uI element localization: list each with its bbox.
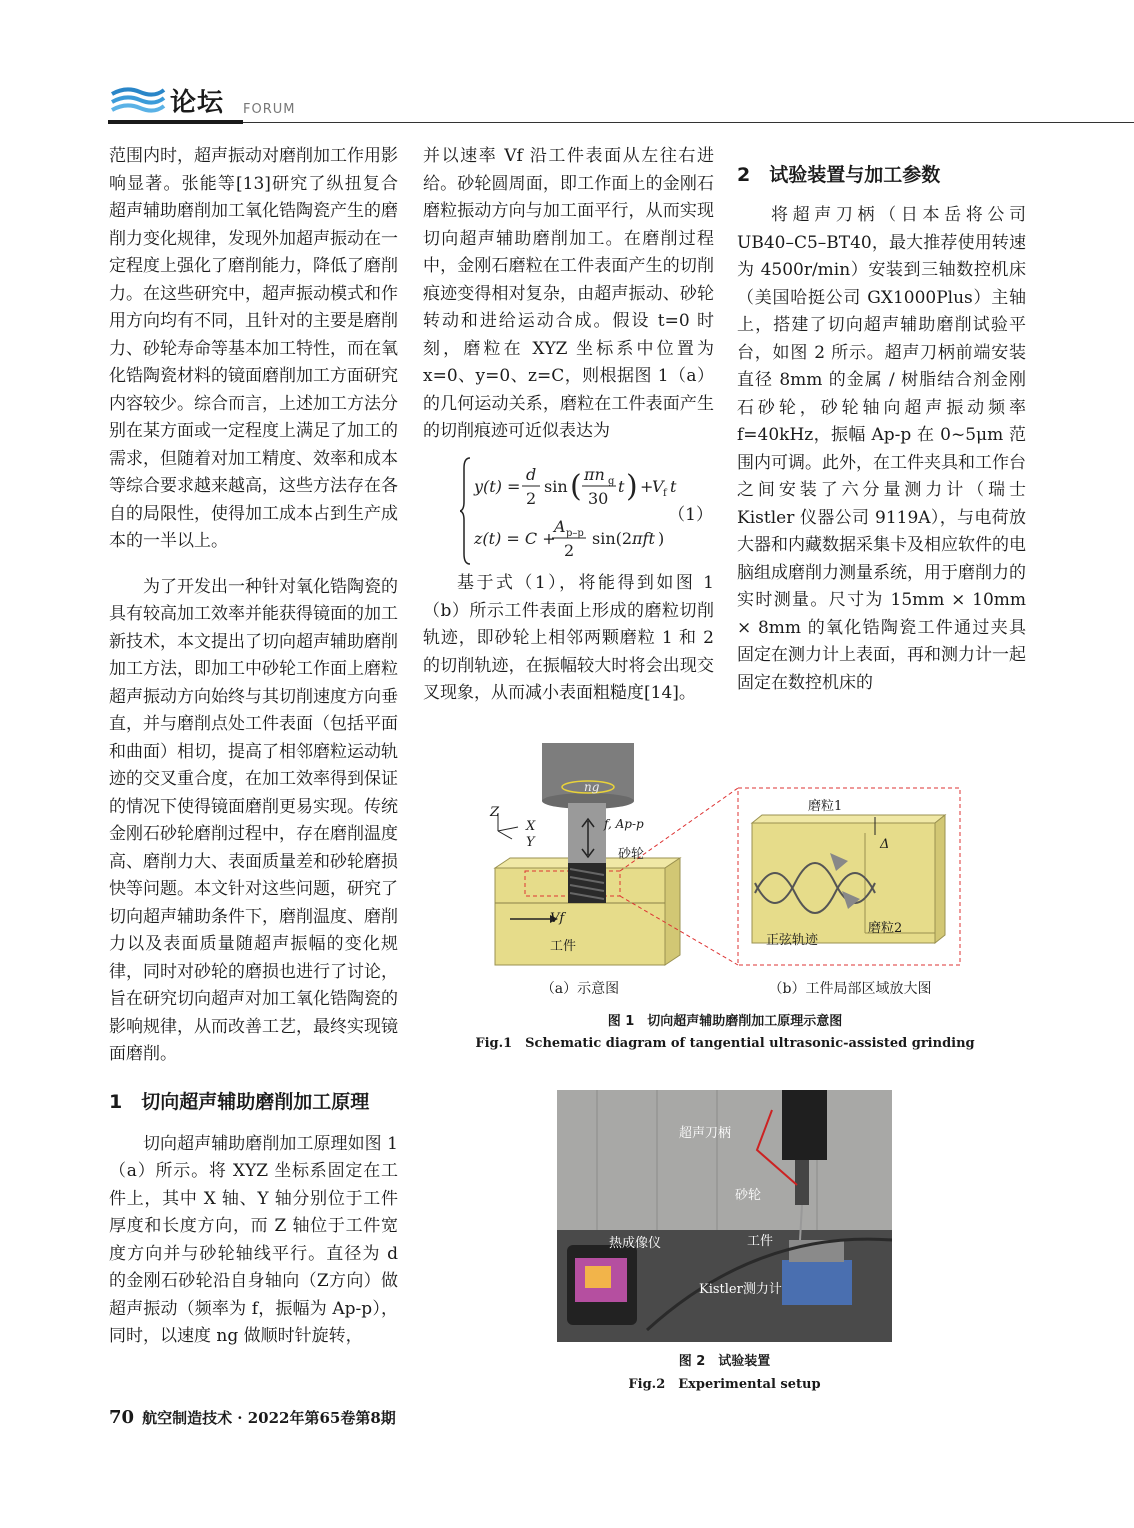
equation-formula (460, 452, 690, 570)
label-ultrasonic-holder: 超声刀柄 (679, 1126, 732, 1141)
label-feed-rate: Vf (550, 911, 565, 926)
header-rule (108, 120, 243, 124)
journal-wave-logo-icon (110, 84, 166, 116)
label-kistler-dynamometer: Kistler测力计 (699, 1282, 782, 1297)
paragraph: 为了开发出一种针对氧化锆陶瓷的具有较高加工效率并能获得镜面的加工新技术，本文提出了切向超声辅助磨削加工方法，即加工中砂轮工作面上磨粒超声振动方向始终与其切削速度方向垂直，并与磨削点处工件表面（包括平面和曲面）相切，提高了相邻磨粒运动轨迹的交叉重合度，在加工效率得到保证的情况下使得镜面磨削更易实现。传统金刚石砂轮磨削过程中，存在磨削温度高、磨削力大、表面质量差和砂轮磨损快等问题。本文针对这些问题，研究了切向超声辅助条件下，磨削温度、磨削力以及表面质量随超声振幅的变化规律，同时对砂轮的磨损也进行了讨论，旨在研究切向超声对加工氧化锆陶瓷的影响规律，从而改善工艺，最终实现镜面磨削。 (109, 576, 398, 1064)
figure-2-caption-en: Fig.2 Experimental setup (628, 1377, 821, 1392)
svg-text:sin: sin (544, 477, 568, 496)
label-grain-2: 磨粒2 (868, 921, 903, 936)
axis-label-z: Z (490, 805, 500, 820)
page-header (0, 78, 1134, 128)
svg-text:g: g (608, 476, 615, 487)
paragraph: 范围内时，超声振动对磨削加工作用影响显著。张能等[13]研究了纵扭复合超声辅助磨削加工氧化锆陶瓷产生的磨削力变化规律，发现外加超声振动在一定程度上强化了磨削能力，降低了磨削力。在这些研究中，超声振动模式和作用方向均有不同，且针对的主要是磨削力、砂轮寿命等基本加工特性，而在氧化锆陶瓷材料的镜面磨削加工方面研究内容较少。综合而言，上述加工方法分别在某方面或一定程度上满足了加工的需求，但随着对加工精度、效率和成本等综合要求越来越高，这些方法存在各自的局限性，使得加工成本占到生产成本的一半以上。 (109, 146, 398, 551)
figure-1 (490, 743, 965, 973)
text-column-3 (737, 160, 1026, 697)
equation-1 (460, 452, 715, 570)
svg-text:A: A (554, 517, 566, 536)
equation-number: （1） (668, 505, 713, 525)
svg-text:+: + (640, 477, 654, 496)
journal-info: 航空制造技术 · 2022年第65卷第8期 (142, 1409, 396, 1427)
figure-2-caption-cn: 图 2 试验装置 (678, 1354, 771, 1369)
label-frequency-amplitude: f, Ap-p (604, 817, 644, 831)
figure-1-caption-en: Fig.1 Schematic diagram of tangential ultrasonic-assisted grinding (475, 1036, 975, 1051)
svg-text:t: t (618, 477, 625, 496)
svg-text:): ) (658, 529, 665, 548)
section-heading: 2 试验装置与加工参数 (737, 164, 941, 186)
svg-text:2: 2 (564, 541, 575, 560)
svg-text:): ) (626, 469, 638, 504)
svg-text:z(t) = C +: z(t) = C + (474, 529, 556, 548)
section-title-en: FORUM (243, 102, 296, 117)
svg-text:2: 2 (526, 489, 537, 508)
svg-text:πft: πft (632, 529, 655, 548)
axis-label-y: Y (526, 835, 535, 850)
header-rule (243, 122, 1134, 123)
paragraph: 基于式（1），将能得到如图 1（b）所示工件表面上形成的磨粒切削轨迹，即砂轮上相邻两颗磨粒 1 和 2 的切削轨迹，在振幅较大时将会出现交叉现象，从而减小表面粗糙度[14]。 (423, 573, 714, 703)
section-heading: 1 切向超声辅助磨削加工原理 (109, 1090, 370, 1113)
label-delta: Δ (880, 837, 890, 852)
paragraph: 将超声刀柄（日本岳将公司 UB40–C5–BT40，最大推荐使用转速为 4500r/min）安装到三轴数控机床（美国哈挺公司 GX1000Plus）主轴上，搭建了切向超声辅助磨削试验平台，如图 2 所示。超声刀柄前端安装直径 8mm 的金属 / 树脂结合剂金刚石砂轮，砂轮轴向超声振动频率 f=40kHz，振幅 Ap-p 在 0~5μm 范围内可调。此外，在工件夹具和工作台之间安装了六分量测力计（瑞士 Kistler 仪器公司 9119A），与电荷放大器和内藏数据采集卡及相应软件的电脑组成磨削力测量系统，用于磨削力的实时测量。尺寸为 15mm × 10mm × 8mm 的氧化锆陶瓷工件通过夹具固定在测力计上表面，再和测力计一起固定在数控机床的 (737, 205, 1026, 693)
text-column-2-lower (423, 570, 714, 708)
svg-text:V: V (652, 477, 664, 496)
svg-text:30: 30 (588, 489, 609, 508)
figure-2-photo (557, 1090, 892, 1342)
paragraph: 切向超声辅助磨削加工原理如图 1（a）所示。将 XYZ 坐标系固定在工件上，其中 X 轴、Y 轴分别位于工件厚度和长度方向，而 Z 轴位于工件宽度方向并与砂轮轴线平行。直径为 d 的金刚石砂轮沿自身轴向（Z方向）做超声振动（频率为 f，振幅为 Ap-p），同时，以速度 ng 做顺时针旋转， (109, 1133, 398, 1346)
svg-text:d: d (526, 465, 537, 484)
page-number: 70 (109, 1407, 135, 1428)
label-sine-trace: 正弦轨迹 (766, 933, 819, 948)
page-footer (109, 1407, 509, 1428)
svg-text:πn: πn (584, 465, 605, 484)
label-ng: ng (584, 780, 600, 794)
label-wheel: 砂轮 (618, 847, 645, 862)
subfigure-caption-b: （b）工件局部区域放大图 (768, 981, 932, 997)
svg-text:t: t (670, 477, 677, 496)
svg-text:sin(2: sin(2 (592, 529, 633, 548)
label-wheel: 砂轮 (735, 1188, 762, 1203)
axis-label-x: X (526, 819, 536, 834)
svg-text:p–p: p–p (566, 528, 584, 539)
svg-text:f: f (663, 488, 667, 499)
section-title: 论坛 (170, 88, 225, 118)
svg-text:(: ( (570, 469, 582, 504)
paragraph: 并以速率 Vf 沿工件表面从左往右进给。砂轮圆周面，即工作面上的金刚石磨粒振动方向与加工面平行，从而实现切向超声辅助磨削加工。在磨削过程中，金刚石磨粒在工件表面产生的切削痕迹变得相对复杂，由超声振动、砂轮转动和进给运动合成。假设 t=0 时刻，磨粒在 XYZ 坐标系中位置为 x=0、y=0、z=C，则根据图 1（a）的几何运动关系，磨粒在工件表面产生的切削痕迹可近似表达为 (423, 146, 714, 441)
subfigure-caption-a: （a）示意图 (540, 981, 620, 997)
label-workpiece: 工件 (747, 1234, 774, 1249)
label-thermal-camera: 热成像仪 (609, 1236, 662, 1251)
text-column-1 (109, 143, 398, 1351)
label-grain-1: 磨粒1 (808, 799, 843, 814)
label-workpiece: 工件 (550, 939, 577, 954)
text-column-2 (423, 143, 714, 446)
figure-1-caption-cn: 图 1 切向超声辅助磨削加工原理示意图 (607, 1014, 843, 1029)
svg-text:y(t) =: y(t) = (474, 477, 521, 496)
